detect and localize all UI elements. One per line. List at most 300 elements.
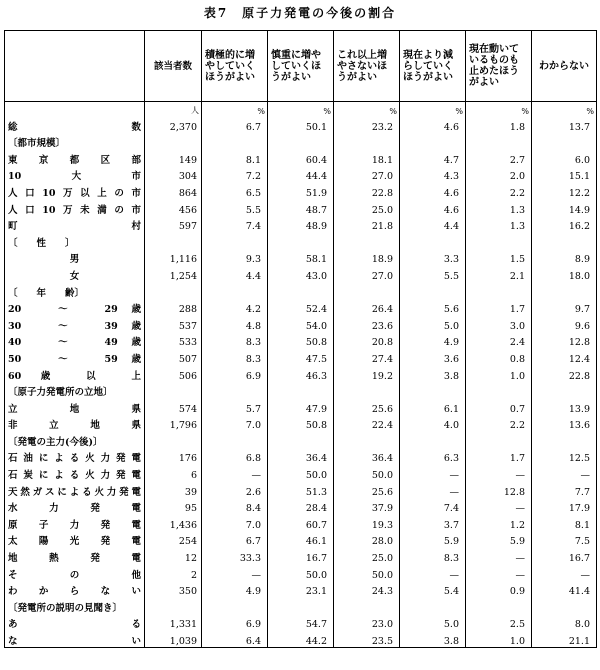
table-row: [5, 448, 597, 465]
table-cell: 4.9: [400, 332, 466, 349]
table-cell: 574: [145, 398, 202, 415]
unit-cell: %: [334, 102, 400, 117]
table-row: [5, 282, 597, 299]
table-cell: 54.0: [268, 315, 334, 332]
table-cell: 23.1: [268, 581, 334, 598]
table-row: [5, 232, 597, 249]
table-cell: [202, 597, 268, 614]
table-cell: 3.8: [400, 365, 466, 382]
table-cell: [466, 133, 532, 150]
table-cell: [334, 597, 400, 614]
table-cell: 1,796: [145, 415, 202, 432]
table-cell: [400, 133, 466, 150]
table-cell: [400, 597, 466, 614]
table-cell: 4.4: [202, 265, 268, 282]
table-cell: 47.9: [268, 398, 334, 415]
table-cell: —: [400, 481, 466, 498]
table-cell: 54.7: [268, 614, 334, 631]
table-cell: 50.8: [268, 415, 334, 432]
table-cell: 1.2: [466, 514, 532, 531]
table-cell: 16.7: [268, 547, 334, 564]
table-row: [5, 116, 597, 133]
row-label: 〔 性 〕: [5, 232, 145, 249]
unit-cell: %: [466, 102, 532, 117]
table-row: [5, 315, 597, 332]
table-cell: [334, 232, 400, 249]
table-cell: 7.5: [532, 531, 597, 548]
table-cell: 46.1: [268, 531, 334, 548]
table-cell: 7.0: [202, 514, 268, 531]
table-cell: 1.8: [466, 116, 532, 133]
row-label: 地 熱 発 電: [5, 547, 145, 564]
table-cell: 5.9: [466, 531, 532, 548]
table-cell: —: [466, 498, 532, 515]
table-row: [5, 265, 597, 282]
table-cell: 12.2: [532, 182, 597, 199]
table-cell: 5.5: [400, 265, 466, 282]
table-cell: 1.0: [466, 630, 532, 647]
table-cell: [334, 282, 400, 299]
table-cell: —: [202, 564, 268, 581]
header-stop-current: 現在動いているものも止めたほうがよい: [466, 31, 532, 102]
table-cell: 8.1: [532, 514, 597, 531]
table-cell: 3.7: [400, 514, 466, 531]
table-cell: 5.0: [400, 315, 466, 332]
table-row: [5, 614, 597, 631]
table-cell: 1,436: [145, 514, 202, 531]
table-cell: 19.2: [334, 365, 400, 382]
table-cell: 27.0: [334, 166, 400, 183]
table-cell: 5.0: [400, 614, 466, 631]
table-cell: 50.0: [334, 464, 400, 481]
table-cell: 288: [145, 299, 202, 316]
table-cell: 1.7: [466, 299, 532, 316]
table-cell: [466, 232, 532, 249]
header-actively-increase: 積極的に増やしていくほうがよい: [202, 31, 268, 102]
table-cell: [268, 232, 334, 249]
table-cell: 22.8: [334, 182, 400, 199]
row-label: 20 ～ 29歳: [5, 299, 145, 316]
table-row: [5, 199, 597, 216]
table-cell: 3.8: [400, 630, 466, 647]
table-cell: 12: [145, 547, 202, 564]
table-cell: [145, 232, 202, 249]
row-label: 石炭による火力発電: [5, 464, 145, 481]
table-cell: 46.3: [268, 365, 334, 382]
table-row: [5, 149, 597, 166]
table-cell: 4.9: [202, 581, 268, 598]
table-cell: 23.0: [334, 614, 400, 631]
row-label: 町 村: [5, 216, 145, 233]
row-label: 10大市: [5, 166, 145, 183]
table-cell: 48.7: [268, 199, 334, 216]
table-cell: 44.4: [268, 166, 334, 183]
table-cell: 50.0: [268, 564, 334, 581]
table-cell: 22.4: [334, 415, 400, 432]
table-cell: 4.4: [400, 216, 466, 233]
table-cell: [268, 133, 334, 150]
table-row: [5, 597, 597, 614]
table-cell: 507: [145, 348, 202, 365]
table-cell: 2.2: [466, 415, 532, 432]
table-cell: 33.3: [202, 547, 268, 564]
table-cell: 6.4: [202, 630, 268, 647]
unit-cell: 人: [145, 102, 202, 117]
table-cell: [400, 382, 466, 399]
header-row: [5, 31, 597, 102]
table-cell: [400, 282, 466, 299]
table-cell: [202, 382, 268, 399]
table-cell: [532, 382, 597, 399]
table-row: [5, 431, 597, 448]
row-label: 原子力発電: [5, 514, 145, 531]
table-cell: [400, 431, 466, 448]
header-reduce: 現在より減らしていくほうがよい: [400, 31, 466, 102]
table-row: [5, 365, 597, 382]
table-cell: [145, 282, 202, 299]
table-cell: [532, 133, 597, 150]
table-cell: 18.9: [334, 249, 400, 266]
table-cell: 7.4: [400, 498, 466, 515]
table-cell: 50.0: [268, 464, 334, 481]
table-row: [5, 531, 597, 548]
table-cell: 0.7: [466, 398, 532, 415]
table-cell: [400, 232, 466, 249]
table-cell: 456: [145, 199, 202, 216]
unit-row: [5, 102, 597, 117]
table-cell: [202, 133, 268, 150]
table-cell: 4.6: [400, 116, 466, 133]
table-cell: 13.9: [532, 398, 597, 415]
table-cell: 8.3: [202, 332, 268, 349]
row-label: 女: [5, 265, 145, 282]
table-cell: —: [532, 564, 597, 581]
row-label: 60 歳 以 上: [5, 365, 145, 382]
table-cell: 4.3: [400, 166, 466, 183]
table-cell: 1,116: [145, 249, 202, 266]
table-cell: 0.8: [466, 348, 532, 365]
row-label: 非 立 地 県: [5, 415, 145, 432]
table-cell: [202, 282, 268, 299]
unit-cell: %: [532, 102, 597, 117]
table-cell: 43.0: [268, 265, 334, 282]
table-cell: 18.1: [334, 149, 400, 166]
table-row: [5, 382, 597, 399]
table-cell: 506: [145, 365, 202, 382]
table-cell: 9.3: [202, 249, 268, 266]
table-cell: 50.8: [268, 332, 334, 349]
unit-cell: %: [268, 102, 334, 117]
table-cell: [145, 133, 202, 150]
table-row: [5, 547, 597, 564]
table-cell: 22.8: [532, 365, 597, 382]
table-cell: 6.9: [202, 365, 268, 382]
table-cell: 176: [145, 448, 202, 465]
table-cell: 6.0: [532, 149, 597, 166]
table-cell: [532, 597, 597, 614]
table-cell: 2.0: [466, 166, 532, 183]
unit-cell: %: [202, 102, 268, 117]
table-cell: —: [466, 464, 532, 481]
table-row: [5, 299, 597, 316]
table-cell: —: [466, 547, 532, 564]
row-label: 石油による火力発電: [5, 448, 145, 465]
table-cell: [334, 133, 400, 150]
table-cell: 27.0: [334, 265, 400, 282]
row-label: な い: [5, 630, 145, 647]
row-label: 30 ～ 39歳: [5, 315, 145, 332]
table-cell: 6.7: [202, 116, 268, 133]
table-cell: 533: [145, 332, 202, 349]
table-cell: 25.6: [334, 481, 400, 498]
table-cell: 4.2: [202, 299, 268, 316]
table-cell: 13.6: [532, 415, 597, 432]
table-cell: 21.1: [532, 630, 597, 647]
table-row: [5, 564, 597, 581]
table-cell: 36.4: [268, 448, 334, 465]
table-cell: 9.6: [532, 315, 597, 332]
table-cell: [466, 282, 532, 299]
table-cell: 8.1: [202, 149, 268, 166]
table-row: [5, 464, 597, 481]
table-cell: 25.0: [334, 547, 400, 564]
table-cell: 2.7: [466, 149, 532, 166]
table-row: [5, 249, 597, 266]
table-cell: [532, 431, 597, 448]
row-label: 立 地 県: [5, 398, 145, 415]
table-cell: 23.2: [334, 116, 400, 133]
table-cell: 8.0: [532, 614, 597, 631]
table-cell: 6.3: [400, 448, 466, 465]
table-cell: 27.4: [334, 348, 400, 365]
row-label: わ か ら な い: [5, 581, 145, 598]
table-cell: 50.0: [334, 564, 400, 581]
table-cell: 5.4: [400, 581, 466, 598]
header-dont-know: わからない: [532, 31, 597, 102]
table-cell: 7.7: [532, 481, 597, 498]
table-cell: [268, 597, 334, 614]
table-cell: 25.6: [334, 398, 400, 415]
table-cell: 58.1: [268, 249, 334, 266]
table-cell: 350: [145, 581, 202, 598]
table-row: [5, 216, 597, 233]
row-label: 男: [5, 249, 145, 266]
table-row: [5, 332, 597, 349]
table-cell: 12.8: [532, 332, 597, 349]
table-cell: 8.3: [400, 547, 466, 564]
row-label: 東京都区部: [5, 149, 145, 166]
table-cell: 0.9: [466, 581, 532, 598]
table-row: [5, 133, 597, 150]
header-no-more-increase: これ以上増やさないほうがよい: [334, 31, 400, 102]
table-cell: 16.2: [532, 216, 597, 233]
table-cell: 8.3: [202, 348, 268, 365]
table-cell: —: [202, 464, 268, 481]
table-cell: 48.9: [268, 216, 334, 233]
table-cell: 50.1: [268, 116, 334, 133]
table-cell: 9.7: [532, 299, 597, 316]
row-label: 人口10万以上の市: [5, 182, 145, 199]
table-cell: —: [400, 464, 466, 481]
table-cell: 2.1: [466, 265, 532, 282]
table-cell: 24.3: [334, 581, 400, 598]
table-row: [5, 166, 597, 183]
table-cell: 7.2: [202, 166, 268, 183]
table-cell: 5.6: [400, 299, 466, 316]
table-cell: [466, 597, 532, 614]
row-label: 〔 年 齢〕: [5, 282, 145, 299]
data-table: [4, 30, 597, 648]
table-cell: [145, 431, 202, 448]
table-cell: 13.7: [532, 116, 597, 133]
table-cell: 3.3: [400, 249, 466, 266]
table-cell: [268, 382, 334, 399]
table-cell: [268, 282, 334, 299]
table-cell: 6.7: [202, 531, 268, 548]
table-row: [5, 630, 597, 647]
row-label: 水 力 発 電: [5, 498, 145, 515]
table-row: [5, 398, 597, 415]
table-cell: 1,039: [145, 630, 202, 647]
table-cell: 8.9: [532, 249, 597, 266]
table-cell: 2.2: [466, 182, 532, 199]
table-cell: —: [466, 564, 532, 581]
table-cell: 36.4: [334, 448, 400, 465]
table-cell: [532, 282, 597, 299]
table-cell: 47.5: [268, 348, 334, 365]
row-label: 〔都市規模〕: [5, 133, 145, 150]
table-row: [5, 415, 597, 432]
table-cell: 2,370: [145, 116, 202, 133]
table-cell: 51.3: [268, 481, 334, 498]
table-cell: —: [532, 464, 597, 481]
table-cell: 12.5: [532, 448, 597, 465]
table-cell: 537: [145, 315, 202, 332]
table-cell: 28.0: [334, 531, 400, 548]
table-cell: 1.0: [466, 365, 532, 382]
table-cell: 14.9: [532, 199, 597, 216]
header-count: 該当者数: [145, 31, 202, 102]
table-cell: 44.2: [268, 630, 334, 647]
table-cell: [532, 232, 597, 249]
table-cell: 4.8: [202, 315, 268, 332]
table-row: [5, 514, 597, 531]
table-cell: 7.0: [202, 415, 268, 432]
table-cell: 23.6: [334, 315, 400, 332]
table-cell: 20.8: [334, 332, 400, 349]
table-cell: 7.4: [202, 216, 268, 233]
row-label: そ の 他: [5, 564, 145, 581]
row-label: 総 数: [5, 116, 145, 133]
table-cell: 4.7: [400, 149, 466, 166]
table-cell: 2.6: [202, 481, 268, 498]
table-cell: 23.5: [334, 630, 400, 647]
table-cell: 6.1: [400, 398, 466, 415]
table-cell: 6.9: [202, 614, 268, 631]
table-cell: [334, 382, 400, 399]
row-label: 〔原子力発電所の立地〕: [5, 382, 145, 399]
table-cell: 3.6: [400, 348, 466, 365]
table-cell: [268, 431, 334, 448]
table-cell: [145, 597, 202, 614]
table-cell: [202, 232, 268, 249]
table-cell: 19.3: [334, 514, 400, 531]
table-cell: 4.6: [400, 199, 466, 216]
table-title: 表7 原子力発電の今後の割合: [203, 6, 397, 20]
table-cell: 52.4: [268, 299, 334, 316]
row-label: 〔発電所の説明の見聞き〕: [5, 597, 145, 614]
table-cell: 95: [145, 498, 202, 515]
table-cell: 51.9: [268, 182, 334, 199]
table-cell: 18.0: [532, 265, 597, 282]
table-cell: 4.6: [400, 182, 466, 199]
table-cell: 2.5: [466, 614, 532, 631]
table-cell: [466, 431, 532, 448]
table-cell: 25.0: [334, 199, 400, 216]
header-label-cell: [5, 31, 145, 102]
table-cell: 864: [145, 182, 202, 199]
table-row: [5, 498, 597, 515]
table-row: [5, 481, 597, 498]
table-cell: 60.4: [268, 149, 334, 166]
table-cell: 41.4: [532, 581, 597, 598]
row-label: 天然ガスによる火力発電: [5, 481, 145, 498]
table-row: [5, 581, 597, 598]
table-cell: 2.4: [466, 332, 532, 349]
table-cell: [334, 431, 400, 448]
table-cell: 37.9: [334, 498, 400, 515]
table-cell: 15.1: [532, 166, 597, 183]
row-label: 40 ～ 49歳: [5, 332, 145, 349]
unit-cell: %: [400, 102, 466, 117]
table-cell: 12.8: [466, 481, 532, 498]
table-cell: 2: [145, 564, 202, 581]
header-carefully-increase: 慎重に増やしていくほうがよい: [268, 31, 334, 102]
table-cell: 5.9: [400, 531, 466, 548]
table-cell: 254: [145, 531, 202, 548]
table-cell: 39: [145, 481, 202, 498]
row-label: 人口10万未満の市: [5, 199, 145, 216]
row-label: 〔発電の主力(今後)〕: [5, 431, 145, 448]
table-cell: 6.5: [202, 182, 268, 199]
table-cell: 8.4: [202, 498, 268, 515]
row-label: 50 ～ 59歳: [5, 348, 145, 365]
row-label: 太陽光発電: [5, 531, 145, 548]
table-cell: 5.5: [202, 199, 268, 216]
table-cell: 5.7: [202, 398, 268, 415]
table-cell: 1.5: [466, 249, 532, 266]
table-row: [5, 348, 597, 365]
table-cell: 597: [145, 216, 202, 233]
table-cell: [145, 382, 202, 399]
table-cell: 149: [145, 149, 202, 166]
table-cell: —: [400, 564, 466, 581]
table-cell: 1,331: [145, 614, 202, 631]
row-label: あ る: [5, 614, 145, 631]
table-cell: 3.0: [466, 315, 532, 332]
table-cell: [202, 431, 268, 448]
table-cell: 1.3: [466, 199, 532, 216]
table-cell: 17.9: [532, 498, 597, 515]
table-cell: 6: [145, 464, 202, 481]
table-cell: 12.4: [532, 348, 597, 365]
table-row: [5, 182, 597, 199]
table-cell: 1.3: [466, 216, 532, 233]
table-cell: 26.4: [334, 299, 400, 316]
table-cell: 1,254: [145, 265, 202, 282]
table-cell: 60.7: [268, 514, 334, 531]
table-cell: 6.8: [202, 448, 268, 465]
